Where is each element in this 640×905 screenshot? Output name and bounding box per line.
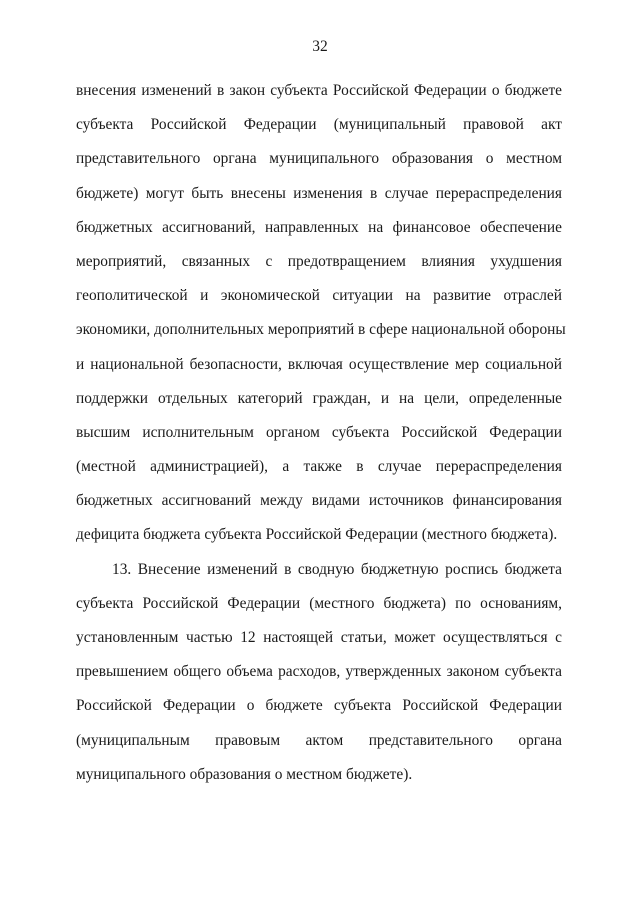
paragraph-2-line: установленным частью 12 настоящей статьи, может осуществляться с bbox=[76, 629, 562, 646]
paragraph-1-line: представительного органа муниципального образования о местном bbox=[76, 150, 562, 168]
paragraph-1-line: субъекта Российской Федерации (муниципальный правовой акт bbox=[76, 116, 562, 134]
paragraph-1-line: геополитической и экономической ситуации на развитие отраслей bbox=[76, 287, 562, 305]
paragraph-1-line: бюджетных ассигнований, направленных на финансовое обеспечение bbox=[76, 218, 562, 236]
page-number: 32 bbox=[312, 38, 328, 55]
paragraph-1-line: бюджете) могут быть внесены изменения в случае перераспределения bbox=[76, 184, 562, 202]
paragraph-1-line: высшим исполнительным органом субъекта Российской Федерации bbox=[76, 423, 562, 441]
paragraph-2-line: муниципального образования о местном бюджете). bbox=[76, 765, 413, 783]
paragraph-1-line: экономики, дополнительных мероприятий в сфере национальной обороны bbox=[76, 321, 566, 339]
paragraph-1-line: мероприятий, связанных с предотвращением влияния ухудшения bbox=[76, 252, 562, 270]
paragraph-2-line: субъекта Российской Федерации (местного бюджета) по основаниям, bbox=[76, 594, 562, 612]
paragraph-1-line: внесения изменений в закон субъекта Российской Федерации о бюджете bbox=[76, 82, 562, 99]
paragraph-1-line: поддержки отдельных категорий граждан, и на цели, определенные bbox=[76, 389, 562, 407]
paragraph-2-line: (муниципальным правовым актом представительного органа bbox=[76, 731, 562, 749]
paragraph-1-line: (местной администрацией), а также в случае перераспределения bbox=[76, 458, 562, 476]
paragraph-1 bbox=[76, 74, 566, 553]
paragraph-1-line: и национальной безопасности, включая осуществление мер социальной bbox=[76, 355, 562, 373]
paragraph-2-line: Российской Федерации о бюджете субъекта Российской Федерации bbox=[76, 697, 562, 715]
paragraph-2-line: превышением общего объема расходов, утвержденных законом субъекта bbox=[76, 663, 562, 681]
paragraph-1-line: дефицита бюджета субъекта Российской Федерации (местного бюджета). bbox=[76, 526, 558, 544]
paragraph-1-line: бюджетных ассигнований между видами источников финансирования bbox=[76, 492, 562, 510]
paragraph-2-line: 13. Внесение изменений в сводную бюджетную роспись бюджета bbox=[112, 560, 562, 578]
document-body bbox=[76, 74, 566, 792]
paragraph-2 bbox=[76, 553, 562, 792]
